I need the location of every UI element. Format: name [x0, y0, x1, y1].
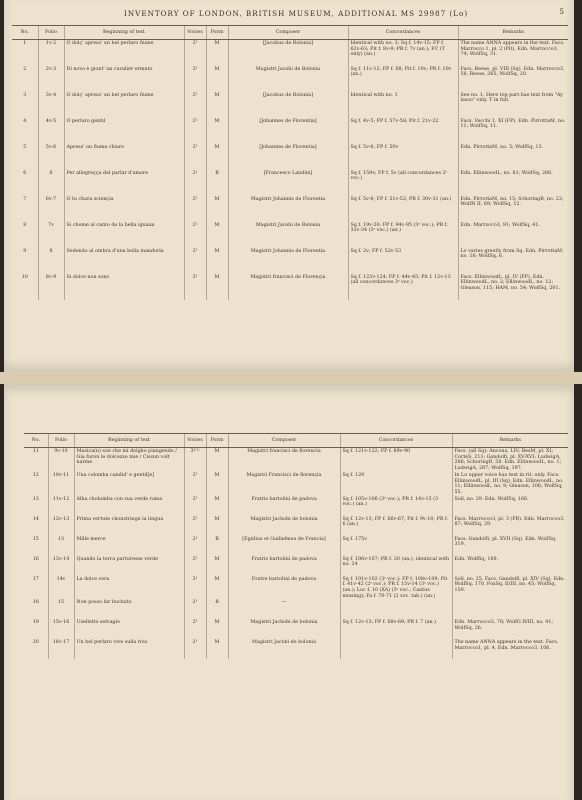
- cell-form: M: [206, 196, 228, 222]
- table-row: [12, 144, 568, 170]
- cell-composer: Magistri Jacobi de Bolonia: [228, 66, 348, 92]
- cell-form: M: [206, 619, 228, 639]
- lower-page: [4, 384, 574, 800]
- cell-no: 17: [32, 576, 39, 582]
- cell-voices: 2²: [184, 222, 206, 248]
- cell-folio: 13: [48, 536, 74, 556]
- cell-conc: Sq f. 4v-5; FP f. 57v-58; Pit f. 21v-22: [348, 118, 458, 144]
- cell-conc: [340, 639, 452, 659]
- cell-remarks: Facs. Reese, pl. VIII (Sq). Edn. Marrocco3, 56. Reese, 365; WolfSq, 20.: [458, 66, 568, 92]
- cell-no: 8: [23, 222, 27, 228]
- cell-conc: Sq f. 159v; FP f. 5v (all concordances 2ˢ voc.): [348, 170, 458, 196]
- cell-folio: 8: [38, 248, 64, 274]
- cell-form: M: [206, 66, 228, 92]
- table-header-row: [24, 434, 568, 448]
- cell-voices: 2²: [184, 556, 206, 576]
- cell-conc: Sq f. 11v-12; FP f. 68; Pit f. 10v; PR f. 10v (an.): [348, 66, 458, 92]
- cell-no: 18: [32, 600, 39, 606]
- table-row: [24, 448, 568, 472]
- col-header: Beginning of text: [74, 434, 184, 448]
- cell-conc: Sq f. 121v-122; FP f. 89v-90: [340, 448, 452, 472]
- cell-no: 11: [32, 449, 39, 454]
- cell-folio: 7v: [38, 222, 64, 248]
- cell-composer: [Johannes de Florentia]: [228, 118, 348, 144]
- cell-form: M: [206, 516, 228, 536]
- cell-remarks: Edn. EllinwoodL, no. 81; WolfSq, 286.: [458, 170, 568, 196]
- cell-voices: 2²: [184, 472, 206, 496]
- inventory-table-top: [12, 25, 568, 300]
- cell-no: 10: [21, 274, 28, 280]
- upper-page: [4, 0, 574, 372]
- cell-folio: 15: [48, 599, 74, 619]
- cell-form: M: [206, 496, 228, 516]
- cell-conc: Sq f. 175v: [340, 536, 452, 556]
- table-row: [24, 576, 568, 600]
- cell-form: B: [206, 599, 228, 619]
- cell-voices: 2¹: [184, 536, 206, 556]
- cell-no: 9: [23, 248, 27, 254]
- cell-form: B: [206, 536, 228, 556]
- cell-composer: Magistri Johannis de Florentia: [228, 196, 348, 222]
- table-row: [24, 516, 568, 536]
- col-header: Folio: [38, 26, 64, 40]
- col-header: Concordances: [348, 26, 458, 40]
- cell-folio: 5v-6: [38, 144, 64, 170]
- cell-text: Uselletto selvagio: [74, 619, 184, 639]
- cell-text: O tu chara sciençia: [64, 196, 184, 222]
- cell-composer: —: [228, 599, 340, 619]
- cell-composer: [Francesco Landini]: [228, 170, 348, 196]
- cell-remarks: Edn. Marrocco3, 91; WolfSq, 41.: [458, 222, 568, 248]
- table-row: [24, 536, 568, 556]
- col-header: Folio: [48, 434, 74, 448]
- table-row: [24, 472, 568, 496]
- cell-text: Di novo è giont' un cavalier ermnto: [64, 66, 184, 92]
- cell-form: M: [206, 92, 228, 118]
- cell-composer: Fratris bartolini de padova: [228, 556, 340, 576]
- cell-text: Musica(n) son che mi dolgho piangendo / Gia furon le dolcezze mie / Cissun volt narme: [74, 448, 184, 472]
- cell-conc: Sq f. 105v-106 (3ˢ voc.); PR f. 14v-15 (3 voc.) (an.): [340, 496, 452, 516]
- cell-folio: 16v-17: [48, 639, 74, 659]
- col-header: Form: [206, 434, 228, 448]
- cell-remarks: Edn. WolfSq, 169.: [452, 556, 568, 576]
- col-header: Beginning of text: [64, 26, 184, 40]
- cell-no: 13: [32, 496, 39, 502]
- table-body-bottom: [24, 448, 568, 660]
- cell-folio: 6v-7: [38, 196, 64, 222]
- cell-composer: Magistri Jacobi de bolonia: [228, 639, 340, 659]
- cell-composer: Magistri Jachobi de bolonia: [228, 619, 340, 639]
- cell-text: Mille merce: [74, 536, 184, 556]
- cell-composer: Magistri Johannis de Florentia: [228, 248, 348, 274]
- cell-conc: Sq f. 106v-107; PR f. 20 (an.); identical with no. 24: [340, 556, 452, 576]
- cell-folio: 12v-13: [48, 516, 74, 536]
- cell-remarks: Facs. Marrocco3, pl. 3 (PR). Edn. Marrocco3, 87; WolfSq, 29.: [452, 516, 568, 536]
- cell-folio: 2v-3: [38, 66, 64, 92]
- table-body-top: [12, 40, 568, 300]
- table-row: [24, 496, 568, 516]
- cell-voices: 3²⁽¹⁾: [184, 448, 206, 472]
- cell-text: O dolç' apress' un bel perlaro fiume: [64, 92, 184, 118]
- cell-form: M: [206, 639, 228, 659]
- cell-composer: Magistri Jacobi de Bolonia: [228, 222, 348, 248]
- cell-folio: 14v: [48, 576, 74, 600]
- cell-voices: 2²: [184, 92, 206, 118]
- cell-voices: 2²: [184, 40, 206, 66]
- cell-no: 3: [23, 92, 27, 98]
- col-header: Form: [206, 26, 228, 40]
- cell-remarks: Lo varies greatly from Sq. Edn. PirrottaM, no. 16; WolfSq, 6.: [458, 248, 568, 274]
- cell-conc: Sq f. 129: [340, 472, 452, 496]
- col-header: Composer: [228, 26, 348, 40]
- cell-remarks: In Lo upper voice has text in rit. only. Facs. EllinwoodL, pl. III (Sq). Edn. EllinwoodL, no. 11; EllinwoodL, no. 9; Gleason, 106; WolfSq, 55.: [452, 472, 568, 496]
- cell-conc: Sq f. 2v; FP f. 52v-53: [348, 248, 458, 274]
- inventory-table-bottom: [24, 433, 568, 659]
- cell-remarks: See no. 1. Here top part has text from "Ay lasso" only. T in full.: [458, 92, 568, 118]
- cell-remarks: The name ANNA appears in the text. Facs. Marrocco 1, pl. 2 (Pit). Edn. Marrocco3, 74; WolfSq, 31.: [458, 40, 568, 66]
- cell-folio: 3v-4: [38, 92, 64, 118]
- cell-remarks: Soll, no. 25. Facs. Gandolfi, pl. XIV (Sq). Edn. WolfSq, 170. FoxSq, II/III, no. 45; WolfSq, 159.: [452, 576, 568, 600]
- col-header: Voices: [184, 26, 206, 40]
- cell-remarks: Facs. Gandolfi, pl. XVII (Sq). Edn. WolfSq, 319.: [452, 536, 568, 556]
- cell-conc: Identical with no. 1: [348, 92, 458, 118]
- cell-text: Si chome al canto de la bella iguana: [64, 222, 184, 248]
- cell-conc: Sq f. 123v-124; FP f. 44v-45; Pit f. 12v-13 (all concordances 3ˢ voc.): [348, 274, 458, 300]
- col-header: No.: [12, 26, 38, 40]
- cell-no: 20: [32, 640, 39, 646]
- cell-no: 15: [32, 536, 39, 542]
- cell-composer: Magistri francisci de florencia: [228, 448, 340, 472]
- table-row: [12, 40, 568, 66]
- col-header: Remarks: [458, 26, 568, 40]
- cell-voices: 2²: [184, 496, 206, 516]
- cell-voices: 2²: [184, 248, 206, 274]
- cell-remarks: Edn. Marrocco3, 78; WolfG II/III, no. 41; WolfSq, 26.: [452, 619, 568, 639]
- cell-text: Quando la terra parturesse verde: [74, 556, 184, 576]
- cell-text: O perlaro gentil: [64, 118, 184, 144]
- cell-remarks: Edn. PirrottaM, no. 15; SchoringB, no. 22; WolfN II, 69; WolfSq, 12.: [458, 196, 568, 222]
- cell-form: M: [206, 274, 228, 300]
- cell-no: 7: [23, 196, 27, 202]
- cell-folio: 6: [38, 170, 64, 196]
- cell-no: 2: [23, 66, 27, 72]
- table-row: [24, 599, 568, 619]
- table-row: [24, 556, 568, 576]
- cell-form: M: [206, 448, 228, 472]
- cell-text: Apress' un fiume chiaro: [64, 144, 184, 170]
- cell-folio: 4v-5: [38, 118, 64, 144]
- cell-folio: 9v-10: [48, 448, 74, 472]
- cell-folio: 10v-11: [48, 472, 74, 496]
- cell-form: M: [206, 556, 228, 576]
- cell-folio: 13v-14: [48, 556, 74, 576]
- cell-text: Non posso far buchato: [74, 599, 184, 619]
- cell-conc: Identical with no. 3; Sq f. 14v-15; FP f. 62v-63; Pit f. 8v-9; PR f. 7v (an.); FC (T only) (an.): [348, 40, 458, 66]
- running-head: INVENTORY OF LONDON, BRITISH MUSEUM, ADDITIONAL MS 29987 (Lo): [124, 9, 469, 18]
- cell-no: 16: [32, 556, 39, 562]
- cell-conc: Sq f. 12v-13; FP f. 68v-69; PR f. 7 (an.): [340, 619, 452, 639]
- cell-form: M: [206, 40, 228, 66]
- col-header: Voices: [184, 434, 206, 448]
- cell-form: M: [206, 576, 228, 600]
- cell-folio: 8v-9: [38, 274, 64, 300]
- page-number: 5: [559, 8, 564, 16]
- cell-text: Alba cholumba con sua verde rama: [74, 496, 184, 516]
- page-gap: [0, 372, 582, 384]
- table-row: [12, 170, 568, 196]
- col-header: Composer: [228, 434, 340, 448]
- cell-remarks: [452, 599, 568, 619]
- cell-voices: 2²: [184, 196, 206, 222]
- cell-text: O dolç' apress' un bel perlaro fiume: [64, 40, 184, 66]
- cell-composer: Magistri francisci de Florençia: [228, 274, 348, 300]
- cell-remarks: Facs. EllinwoodL, pl. IV (FP). Edn. EllinwoodL, no. 2; EllinwoodL, no. 12; Gleason, 115; HAM, no. 54; WolfSq, 201.: [458, 274, 568, 300]
- cell-text: Una colomba candid' e gentil[e]: [74, 472, 184, 496]
- cell-text: Prima vertute chonstringe la lingua: [74, 516, 184, 536]
- table-row: [12, 222, 568, 248]
- table-row: [12, 66, 568, 92]
- cell-conc: Sq f. 12v-13; FP f. 66v-67; Pit f. 9v-10; PR f. 6 (an.): [340, 516, 452, 536]
- cell-remarks: Facs. (all Sq): Ancona, LIV; BesM, pl. XI; CorteS, 213; Gandolfi, pl. XV-XVI; LudwigA, 286; SchoringB, 58. Edn. EllinwoodL, no. 1; LudwigA, 287; WolfSq, 197.: [452, 448, 568, 472]
- cell-no: 6: [23, 170, 27, 176]
- cell-remarks: Edn. PirrottaM, no. 5; WolfSq, 13.: [458, 144, 568, 170]
- cell-composer: Magistri Francisci de florençia: [228, 472, 340, 496]
- table-header-row: [12, 26, 568, 40]
- cell-remarks: The name ANNA appears in the text. Facs. Marrocco1, pl. 4. Edn. Marrocco3, 106.: [452, 639, 568, 659]
- cell-conc: [340, 599, 452, 619]
- cell-form: M: [206, 118, 228, 144]
- cell-form: B: [206, 170, 228, 196]
- col-header: Remarks: [452, 434, 568, 448]
- cell-text: Per allegreçça del parlar d'amore: [64, 170, 184, 196]
- cell-folio: 15v-16: [48, 619, 74, 639]
- cell-composer: Magistri Jachobi de bolonia: [228, 516, 340, 536]
- cell-no: 19: [32, 620, 39, 626]
- cell-form: M: [206, 144, 228, 170]
- cell-conc: Sq f. 5v-6; FP f. 51v-52; PR f. 30v-31 (an.): [348, 196, 458, 222]
- cell-text: La dolce cera: [74, 576, 184, 600]
- col-header: Concordances: [340, 434, 452, 448]
- cell-conc: Sq f. 101v-102 (3ˢ voc.); FP f. 108v-109; Pit f. 41v-42 (2ˢ voc.); PR f. 15v-14 (3ˢ voc.) (an.); Luc f. 10 (XA) (3ˢ voc.; Cantus missing); Fa f. 70-71 (2 voc. tab.) (an.): [340, 576, 452, 600]
- cell-voices: 2¹: [184, 599, 206, 619]
- cell-voices: 2¹: [184, 639, 206, 659]
- cell-form: M: [206, 248, 228, 274]
- col-header: No.: [24, 434, 48, 448]
- cell-no: 4: [23, 118, 27, 124]
- table-row: [12, 92, 568, 118]
- cell-composer: Fratris bartolini de padova: [228, 496, 340, 516]
- table-row: [24, 639, 568, 659]
- cell-voices: 2²: [184, 619, 206, 639]
- cell-voices: 2²: [184, 118, 206, 144]
- cell-composer: [Johannes de Florentia]: [228, 144, 348, 170]
- cell-remarks: Soll, no. 29. Edn. WolfSq, 166.: [452, 496, 568, 516]
- table-row: [12, 274, 568, 300]
- cell-voices: 3¹: [184, 576, 206, 600]
- cell-text: Un bel perlaro vive sulla riva: [74, 639, 184, 659]
- cell-voices: 2²: [184, 144, 206, 170]
- table-row: [12, 118, 568, 144]
- cell-composer: [Jacobus de Bolonia]: [228, 40, 348, 66]
- cell-folio: 1v-2: [38, 40, 64, 66]
- cell-composer: Fratre bartolini de padova: [228, 576, 340, 600]
- table-row: [12, 196, 568, 222]
- cell-voices: 2²: [184, 66, 206, 92]
- table-row: [12, 248, 568, 274]
- cell-voices: 2¹: [184, 170, 206, 196]
- cell-composer: [Jacobus de Bolonia]: [228, 92, 348, 118]
- cell-remarks: Facs. Vecchi 1, XI (FP). Edn. PirrottaM, no. 11; WolfSq, 11.: [458, 118, 568, 144]
- cell-form: M: [206, 472, 228, 496]
- cell-conc: Sq f. 5v-6; FP f. 50v: [348, 144, 458, 170]
- cell-no: 5: [23, 144, 27, 150]
- cell-conc: Sq f. 19v-20; FP f. 94v-95 (3ˢ voc.); PR f. 33v-34 (3ˢ voc.) (an.): [348, 222, 458, 248]
- cell-voices: 3²: [184, 274, 206, 300]
- cell-text: Sedendo al ombra d'una bella mandorla: [64, 248, 184, 274]
- cell-no: 12: [32, 472, 39, 478]
- cell-voices: 2²: [184, 516, 206, 536]
- cell-form: M: [206, 222, 228, 248]
- cell-no: 14: [32, 516, 39, 522]
- cell-text: Si dolce non sono: [64, 274, 184, 300]
- cell-no: 1: [23, 41, 27, 46]
- cell-folio: 11v-12: [48, 496, 74, 516]
- table-row: [24, 619, 568, 639]
- cell-composer: [Egidius et Guilielmus de Francia]: [228, 536, 340, 556]
